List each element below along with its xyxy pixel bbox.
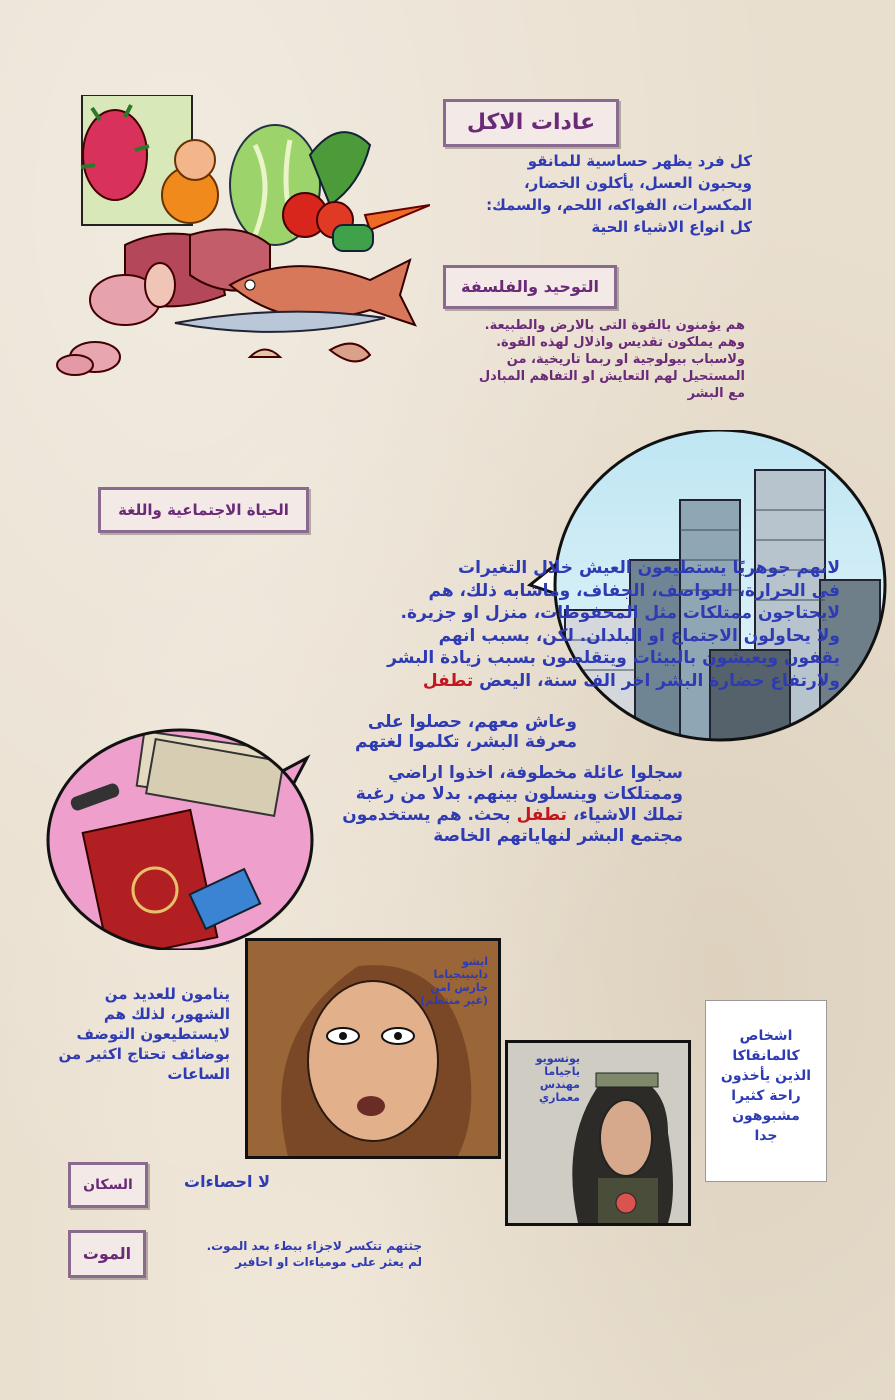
population-label: السكان — [83, 1177, 133, 1193]
religion-line: هم يؤمنون بالقوة التى بالارض والطبيعة. — [484, 318, 745, 333]
religion-title-box — [443, 265, 617, 309]
side-note-line: مشبوهون — [732, 1108, 800, 1124]
eating-title: عادات الاكل — [466, 110, 596, 135]
social-text — [280, 557, 840, 692]
religion-line: المستحيل لهم التعايش او التفاهم المبادل — [478, 369, 745, 384]
eating-line: كل فرد يظهر حساسية للمانقو — [527, 152, 752, 170]
social-line: ولا يحاولون الاجتماع او البلدان. لكن، بسبب انهم — [438, 625, 840, 646]
social-line: وعاش معهم، حصلوا على — [367, 712, 577, 732]
caption-line: (غير منتظم) — [420, 994, 488, 1007]
caption-line: معماري — [539, 1091, 580, 1104]
social-text-3 — [283, 763, 683, 847]
eating-text — [392, 150, 752, 238]
sleep-line: الشهور، لذلك هم — [103, 1005, 230, 1023]
eating-line: ويحبون العسل، يأكلون الخضار، — [523, 174, 752, 192]
social-text-2 — [317, 712, 577, 752]
caption-line: يوتسويو — [535, 1052, 580, 1065]
side-note-line: جدا — [754, 1128, 778, 1144]
social-line — [283, 805, 683, 826]
caption-line: داينينجياما — [433, 968, 488, 981]
sleep-line: ينامون للعديد من — [104, 985, 230, 1003]
population-value: لا احصاءات — [183, 1172, 270, 1191]
population-label-box — [68, 1162, 148, 1208]
side-note-line: الذين يأخذون — [720, 1068, 812, 1084]
caption-line: ايشو — [462, 955, 488, 968]
sleep-text — [10, 984, 230, 1084]
social-line: سجلوا عائلة مخطوفة، اخذوا اراضي — [388, 763, 683, 783]
eating-line: كل انواع الاشياء الحية — [591, 218, 752, 236]
death-label: الموت — [82, 1244, 132, 1263]
religion-line: ولاسباب بيولوجية او ربما تاريخية، من — [506, 352, 745, 367]
sleep-line: الساعات — [167, 1065, 230, 1083]
ishow-caption — [388, 955, 488, 1007]
religion-line: مع البشر — [687, 386, 745, 401]
religion-line: وهم يملكون تقديس واذلال لهذه القوة. — [496, 335, 745, 350]
highlight-word: تطفل — [516, 805, 567, 825]
social-line: مجتمع البشر لنهاياتهم الخاصة — [433, 826, 683, 846]
social-line-text: ولارتفاع حضارة البشر اخر الف سنة، اليعض — [479, 670, 840, 691]
sleep-line: بوضائف تحتاج اكثير من — [58, 1045, 230, 1063]
caption-line: مهندس — [539, 1078, 580, 1091]
death-line: جثتهم تتكسر لاجزاء ببطء بعد الموت. — [206, 1239, 422, 1253]
social-line — [280, 670, 840, 693]
religion-title: التوحيد والفلسفة — [461, 277, 599, 296]
side-note-box — [705, 1000, 827, 1182]
death-line: لم يعثر على مومياءات او احافير — [235, 1255, 422, 1269]
social-line: لايحتاجون ممتلكات مثل المحفوظات، منزل او جزيرة. — [400, 603, 840, 623]
social-line-text: تملك الاشياء، — [572, 805, 683, 825]
social-line: وممتلكات وينسلون بينهم. بدلا من رغبة — [355, 784, 683, 804]
social-line-text: بحث. هم يستخدمون — [342, 805, 511, 825]
eating-line: المكسرات، الفواكه، اللحم، والسمك: — [486, 196, 752, 214]
passport-illustration — [45, 720, 315, 950]
side-note-line: كالمانقاكا — [732, 1048, 800, 1064]
social-title-box — [98, 487, 309, 533]
social-line: يقفون ويعيشون بالبيئات ويتقلصون بسبب زيادة البشر — [387, 648, 840, 668]
social-line: فى الحرارة، العواصف، الجفاف، وماشابه ذلك، هم — [428, 580, 840, 601]
side-note-line: راحة كثيرا — [731, 1088, 801, 1104]
sleep-line: لايستطيعون التوضف — [76, 1025, 230, 1043]
yotsuyu-caption — [490, 1052, 580, 1104]
social-title: الحياة الاجتماعية واللغة — [118, 501, 289, 519]
social-line: لانهم جوهريًا يستطيعون العيش خلال التغيرات — [458, 558, 840, 578]
side-note-line: اشخاص — [739, 1028, 793, 1044]
religion-text — [415, 317, 745, 402]
caption-line: ياجياما — [544, 1065, 580, 1078]
eating-title-box — [443, 99, 619, 147]
highlight-word: تطفل — [422, 670, 474, 691]
death-text — [132, 1238, 422, 1270]
caption-line: حارس امن — [430, 981, 488, 994]
social-line: معرفة البشر، تكلموا لغتهم — [355, 732, 577, 752]
food-illustration — [40, 95, 430, 395]
